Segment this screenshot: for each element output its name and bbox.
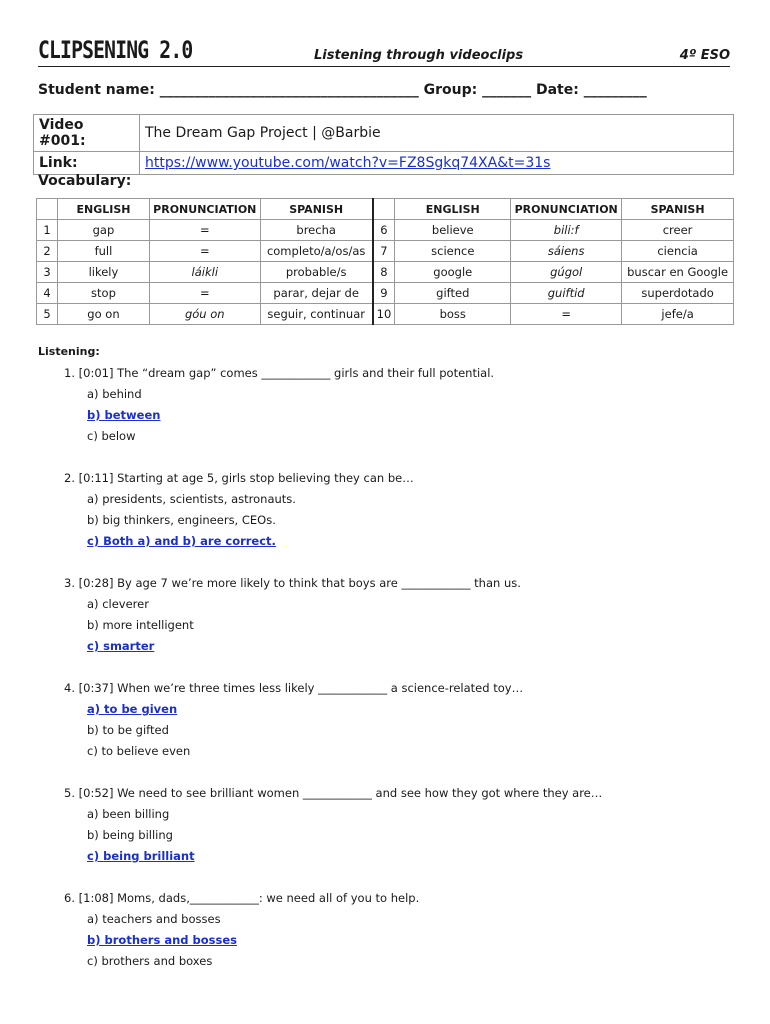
number-header [373,199,395,220]
vocabulary-row [37,304,734,325]
word-english: believe [395,220,511,241]
answer-option[interactable] [64,492,734,513]
word-number: 10 [373,304,395,325]
word-pronunciation: gúgol [511,262,622,283]
answer-option-correct[interactable] [64,639,734,660]
option-letter: c) [87,639,100,653]
word-pronunciation: bili:f [511,220,622,241]
option-text: Both a) and b) are correct. [103,534,276,548]
question-number: 5. [64,786,75,800]
option-text: to believe even [101,744,191,758]
answer-option-correct[interactable] [64,702,734,723]
option-letter: b) [87,408,101,422]
word-number: 4 [37,283,58,304]
option-letter: a) [87,702,101,716]
question-text [64,471,734,492]
pronunciation-header: PRONUNCIATION [511,199,622,220]
number-header [37,199,58,220]
word-english: go on [58,304,150,325]
option-letter: a) [87,912,99,926]
question-prompt: [0:01] The “dream gap” comes ____________ girls and their full potential. [78,366,495,380]
question-text [64,576,734,597]
answer-option[interactable] [64,513,734,534]
question-number: 3. [64,576,75,590]
answer-option[interactable] [64,828,734,849]
word-spanish: creer [622,220,734,241]
student-info-line[interactable]: Student name: _____________________________________ Group: _______ Date: _________ [38,82,647,98]
question-number: 2. [64,471,75,485]
word-pronunciation: = [511,304,622,325]
option-text: smarter [103,639,155,653]
option-text: presidents, scientists, astronauts. [102,492,296,506]
question-prompt: [1:08] Moms, dads,____________: we need all of you to help. [78,891,420,905]
word-english: likely [58,262,150,283]
word-pronunciation: góu on [149,304,260,325]
question-text [64,891,734,912]
video-label: Video #001: [34,115,140,152]
answer-option-correct[interactable] [64,408,734,429]
english-header: ENGLISH [395,199,511,220]
brand-title: CLIPSENING 2.0 [38,36,193,64]
question [64,891,734,975]
option-text: big thinkers, engineers, CEOs. [102,513,276,527]
word-pronunciation: = [149,241,260,262]
answer-option-correct[interactable] [64,933,734,954]
video-link[interactable]: https://www.youtube.com/watch?v=FZ8Sgkq74XA&t=31s [145,155,551,171]
worksheet-header [38,34,730,67]
word-number: 8 [373,262,395,283]
vocabulary-row [37,241,734,262]
question-number: 1. [64,366,75,380]
word-spanish: ciencia [622,241,734,262]
question [64,786,734,870]
option-letter: b) [87,618,99,632]
question-text [64,366,734,387]
word-pronunciation: = [149,220,260,241]
option-text: being brilliant [103,849,195,863]
vocabulary-row [37,283,734,304]
word-spanish: buscar en Google [622,262,734,283]
question-prompt: [0:52] We need to see brilliant women ____________ and see how they got where they are… [78,786,603,800]
answer-option[interactable] [64,597,734,618]
question-number: 4. [64,681,75,695]
option-letter: a) [87,807,99,821]
word-english: gap [58,220,150,241]
video-row [34,115,734,152]
option-text: brothers and bosses [104,933,237,947]
option-letter: a) [87,597,99,611]
option-text: cleverer [102,597,149,611]
word-spanish: seguir, continuar [260,304,372,325]
word-number: 2 [37,241,58,262]
english-header: ENGLISH [58,199,150,220]
word-number: 7 [373,241,395,262]
option-text: brothers and boxes [101,954,213,968]
word-pronunciation: = [149,283,260,304]
option-text: more intelligent [102,618,194,632]
word-spanish: brecha [260,220,372,241]
word-number: 6 [373,220,395,241]
answer-option[interactable] [64,429,734,450]
option-text: behind [102,387,142,401]
questions-list [64,366,734,996]
word-number: 1 [37,220,58,241]
word-english: science [395,241,511,262]
option-letter: c) [87,849,100,863]
answer-option[interactable] [64,744,734,765]
word-pronunciation: láikli [149,262,260,283]
option-letter: a) [87,492,99,506]
word-number: 3 [37,262,58,283]
answer-option-correct[interactable] [64,534,734,555]
option-text: being billing [102,828,173,842]
answer-option[interactable] [64,954,734,975]
question [64,576,734,660]
option-letter: b) [87,513,99,527]
answer-option[interactable] [64,807,734,828]
word-spanish: parar, dejar de [260,283,372,304]
word-spanish: superdotado [622,283,734,304]
link-row [34,152,734,175]
word-english: boss [395,304,511,325]
video-info-table [33,114,734,175]
option-letter: b) [87,723,99,737]
word-pronunciation: sáiens [511,241,622,262]
word-english: google [395,262,511,283]
question [64,681,734,765]
option-text: to be given [104,702,178,716]
course-level: 4º ESO [679,48,730,63]
word-number: 9 [373,283,395,304]
word-pronunciation: guiftid [511,283,622,304]
worksheet-subtitle: Listening through videoclips [314,48,524,63]
vocabulary-row [37,262,734,283]
question-prompt: [0:37] When we’re three times less likely ____________ a science-related toy… [78,681,524,695]
word-english: full [58,241,150,262]
spanish-header: SPANISH [622,199,734,220]
question [64,471,734,555]
option-text: to be gifted [102,723,169,737]
video-title: The Dream Gap Project | @Barbie [140,115,734,152]
question-text [64,786,734,807]
option-text: teachers and bosses [102,912,221,926]
vocabulary-table [36,198,734,325]
word-english: stop [58,283,150,304]
question-prompt: [0:11] Starting at age 5, girls stop believing they can be… [78,471,414,485]
answer-option[interactable] [64,912,734,933]
answer-option[interactable] [64,618,734,639]
option-letter: a) [87,387,99,401]
option-letter: b) [87,933,101,947]
question [64,366,734,450]
listening-title: Listening: [38,345,100,358]
answer-option[interactable] [64,723,734,744]
option-letter: c) [87,744,98,758]
word-spanish: completo/a/os/as [260,241,372,262]
spanish-header: SPANISH [260,199,372,220]
option-text: between [104,408,161,422]
question-prompt: [0:28] By age 7 we’re more likely to think that boys are ____________ than us. [78,576,521,590]
option-letter: c) [87,429,98,443]
vocabulary-row [37,220,734,241]
option-letter: b) [87,828,99,842]
word-english: gifted [395,283,511,304]
option-text: been billing [102,807,170,821]
answer-option-correct[interactable] [64,849,734,870]
vocabulary-title: Vocabulary: [38,173,132,189]
link-label: Link: [34,152,140,175]
answer-option[interactable] [64,387,734,408]
question-number: 6. [64,891,75,905]
option-letter: c) [87,954,98,968]
question-text [64,681,734,702]
word-spanish: probable/s [260,262,372,283]
pronunciation-header: PRONUNCIATION [149,199,260,220]
vocabulary-header-row [37,199,734,220]
word-number: 5 [37,304,58,325]
word-spanish: jefe/a [622,304,734,325]
option-letter: c) [87,534,100,548]
option-text: below [101,429,136,443]
